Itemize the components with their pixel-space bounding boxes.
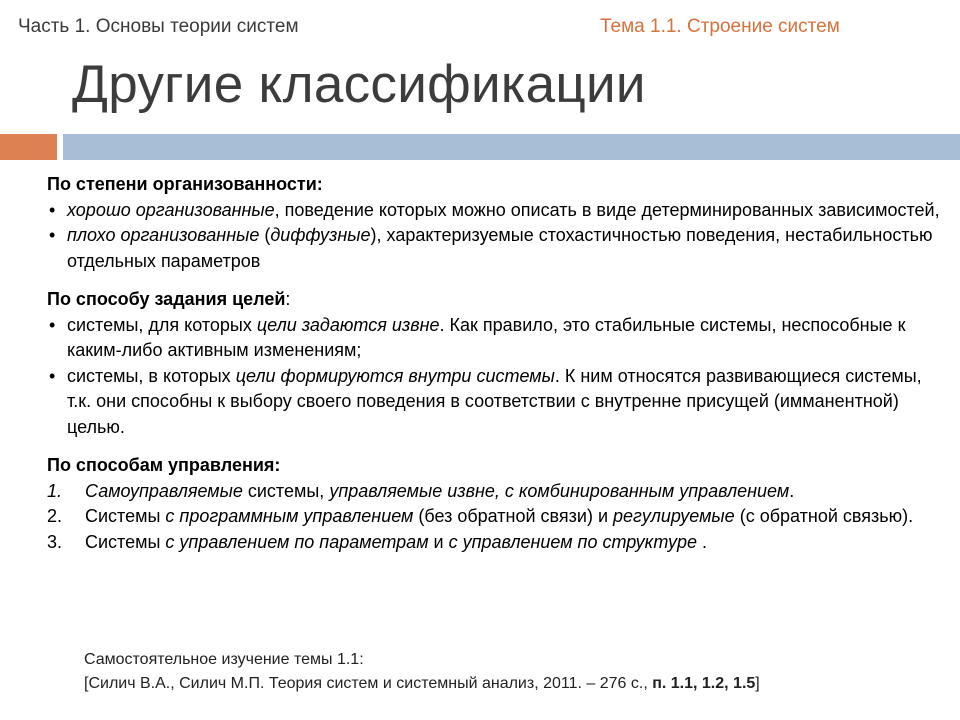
term-text: Самоуправляемые <box>85 480 243 501</box>
term-text: плохо организованные <box>67 225 260 245</box>
section-heading: По степени организованности: <box>47 174 323 194</box>
numbered-item <box>47 530 947 556</box>
section-heading: По способу задания целей <box>47 289 286 309</box>
slide-title: Другие классификации <box>72 55 646 114</box>
accent-bar-blue <box>63 134 960 160</box>
bullet-item <box>47 198 947 224</box>
item-text: ), характеризуемые стохастичностью поведения, нестабильностью отдельных параметров <box>67 225 933 271</box>
item-text: системы, в которых <box>67 365 236 386</box>
term-text: с управлением по параметрам <box>165 531 429 552</box>
term-text: регулируемые <box>613 506 735 526</box>
heading-colon: : <box>285 289 291 309</box>
item-number: 1. <box>47 480 63 501</box>
reference-line-1: Самостоятельное изучение темы 1.1: <box>84 651 364 668</box>
reference-note <box>84 648 760 696</box>
reference-line-2 <box>84 672 760 696</box>
bullet-item <box>47 223 947 274</box>
item-text: Системы <box>85 531 166 552</box>
bullet-item <box>47 313 947 364</box>
bullet-marker: • <box>49 314 56 335</box>
item-text: . К ним относятся развивающиеся системы, т.к. они способны к выбору своего поведения в соответствии с внутренне присущей (имманентной) целью. <box>67 365 922 437</box>
bullet-marker: • <box>49 225 56 245</box>
item-text: . Как правило, это стабильные системы, неспособные к каким-либо активным изменениям; <box>67 314 906 360</box>
reference-close: ] <box>755 675 760 692</box>
item-text: (с обратной связью). <box>734 506 914 526</box>
course-part-header: Часть 1. Основы теории систем <box>18 16 299 37</box>
item-text: Системы <box>85 506 166 526</box>
item-text: , поведение которых можно описать в виде детерминированных зависимостей, <box>274 199 940 220</box>
bullet-marker: • <box>49 199 56 220</box>
reference-citation: [Силич В.А., Силич М.П. Теория систем и системный анализ, 2011. – 276 с., <box>84 675 653 692</box>
term-text: диффузные <box>270 225 371 245</box>
term-text: цели формируются внутри системы <box>235 365 555 386</box>
item-text: (без обратной связи) и <box>413 506 614 526</box>
reference-sections: п. 1.1, 1.2, 1.5 <box>652 675 756 692</box>
slide-content <box>47 172 947 568</box>
section-goals <box>47 287 947 440</box>
item-text: . <box>789 480 795 501</box>
term-text: цели задаются извне <box>256 314 440 335</box>
numbered-item <box>47 504 947 530</box>
item-text: . <box>697 531 708 552</box>
term-text: с управлением по структуре <box>448 531 697 552</box>
section-organization <box>47 172 947 274</box>
item-text: ( <box>259 225 271 245</box>
section-heading: По способам управления: <box>47 455 281 475</box>
bullet-marker: • <box>49 365 56 386</box>
bullet-item <box>47 364 947 441</box>
topic-header: Тема 1.1. Строение систем <box>600 16 840 37</box>
item-text: и <box>428 531 449 552</box>
section-control <box>47 453 947 555</box>
item-number: 2. <box>47 506 63 526</box>
term-text: управляемые извне, с комбинированным управлением <box>329 480 790 501</box>
accent-bar-orange <box>0 134 57 160</box>
item-number: 3. <box>47 531 63 552</box>
numbered-item <box>47 479 947 505</box>
item-text: системы, <box>242 480 330 501</box>
item-text: системы, для которых <box>67 314 257 335</box>
term-text: хорошо организованные <box>67 199 275 220</box>
term-text: с программным управлением <box>165 506 414 526</box>
